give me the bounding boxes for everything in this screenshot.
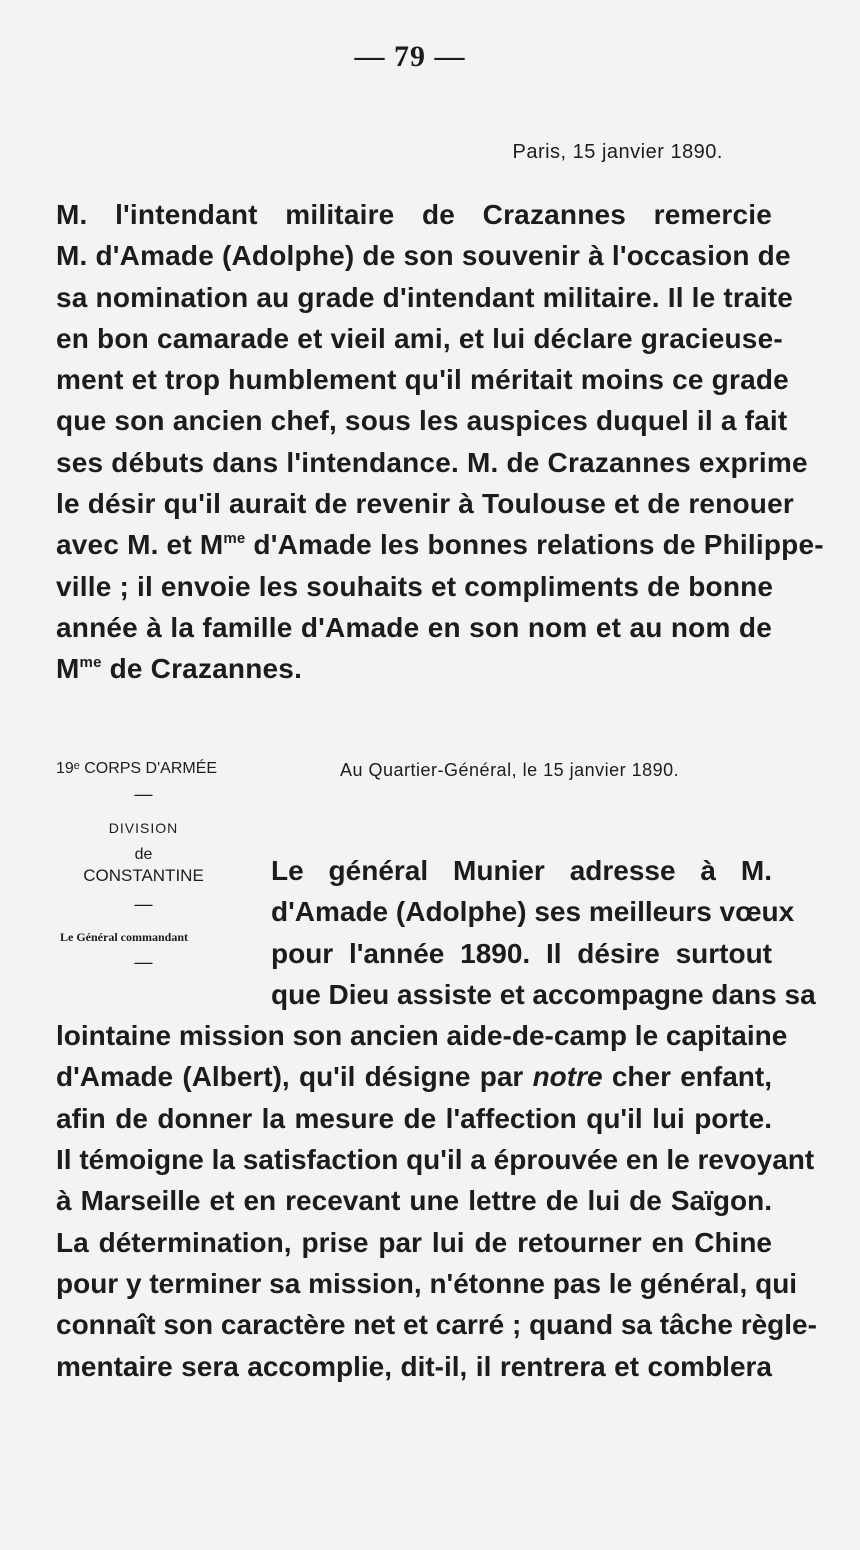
text-line: lointaine mission son ancien aide-de-camp le capitaine [56, 1020, 788, 1052]
text-fragment: M [56, 653, 80, 685]
paragraph-crazannes [56, 194, 824, 690]
paragraph-munier [56, 850, 817, 1387]
text-line: M. l'intendant militaire de Crazannes remercie [56, 199, 772, 230]
text-line: le désir qu'il aurait de revenir à Toulouse et de renouer [56, 488, 794, 520]
text-line [56, 1056, 772, 1097]
text-line: La détermination, prise par lui de retourner en Chine [56, 1226, 772, 1258]
letterhead-general: Le Général commandant [60, 930, 188, 944]
letterhead-corps: 19ᵉ CORPS D'ARMÉE [56, 760, 218, 777]
text-line: ment et trop humblement qu'il méritait moins ce grade [56, 364, 789, 396]
text-line: afin de donner la mesure de l'affection qu'il lui porte. [56, 1102, 772, 1134]
dateline-quartier-general: Au Quartier-Général, le 15 janvier 1890. [340, 760, 680, 780]
superscript: me [79, 654, 102, 672]
text-line: pour y terminer sa mission, n'étonne pas le général, qui [56, 1267, 798, 1299]
text-line: sa nomination au grade d'intendant militaire. Il le traite [56, 281, 794, 313]
text-line: Il témoigne la satisfaction qu'il a éprouvée en le revoyant [56, 1144, 815, 1176]
text-line: en bon camarade et vieil ami, et lui déclare gracieuse- [56, 322, 783, 354]
text-fragment: cher enfant, [602, 1061, 773, 1093]
text-line: M. d'Amade (Adolphe) de son souvenir à l'occasion de [56, 240, 791, 272]
letterhead-dash: — [134, 952, 153, 972]
text-line: pour l'année 1890. Il désire surtout [271, 937, 772, 969]
text-fragment: d'Amade (Albert), qu'il désigne par [56, 1061, 533, 1093]
text-line [56, 648, 772, 689]
text-line: ville ; il envoie les souhaits et compliments de bonne [56, 570, 774, 602]
text-line: connaît son caractère net et carré ; quand sa tâche règle- [56, 1309, 817, 1341]
letterhead-division: DIVISION [108, 820, 179, 836]
dateline-paris: Paris, 15 janvier 1890. [512, 141, 723, 163]
italic-word: notre [532, 1061, 603, 1093]
text-line: Le général Munier adresse à M. [271, 855, 772, 886]
text-line [56, 524, 824, 565]
text-line: ses débuts dans l'intendance. M. de Crazannes exprime [56, 446, 808, 478]
text-line: d'Amade (Adolphe) ses meilleurs vœux [271, 896, 795, 928]
text-line: à Marseille et en recevant une lettre de lui de Saïgon. [56, 1185, 772, 1217]
letterhead-de: de [134, 846, 153, 863]
superscript: me [223, 530, 246, 548]
text-line: que son ancien chef, sous les auspices duquel il a fait [56, 405, 788, 437]
text-fragment: de Crazannes. [101, 653, 303, 685]
letterhead-dash: — [134, 784, 153, 804]
text-line: année à la famille d'Amade en son nom et au nom de [56, 611, 772, 643]
letterhead-dash: — [134, 894, 153, 914]
text-line: mentaire sera accomplie, dit-il, il rentrera et comblera [56, 1350, 772, 1382]
text-line: que Dieu assiste et accompagne dans sa [271, 978, 816, 1010]
text-fragment: avec M. et M [56, 529, 224, 561]
page-number: — 79 — [354, 40, 466, 73]
letterhead-constantine: CONSTANTINE [83, 866, 204, 885]
text-fragment: d'Amade les bonnes relations de Philippe- [245, 529, 824, 561]
